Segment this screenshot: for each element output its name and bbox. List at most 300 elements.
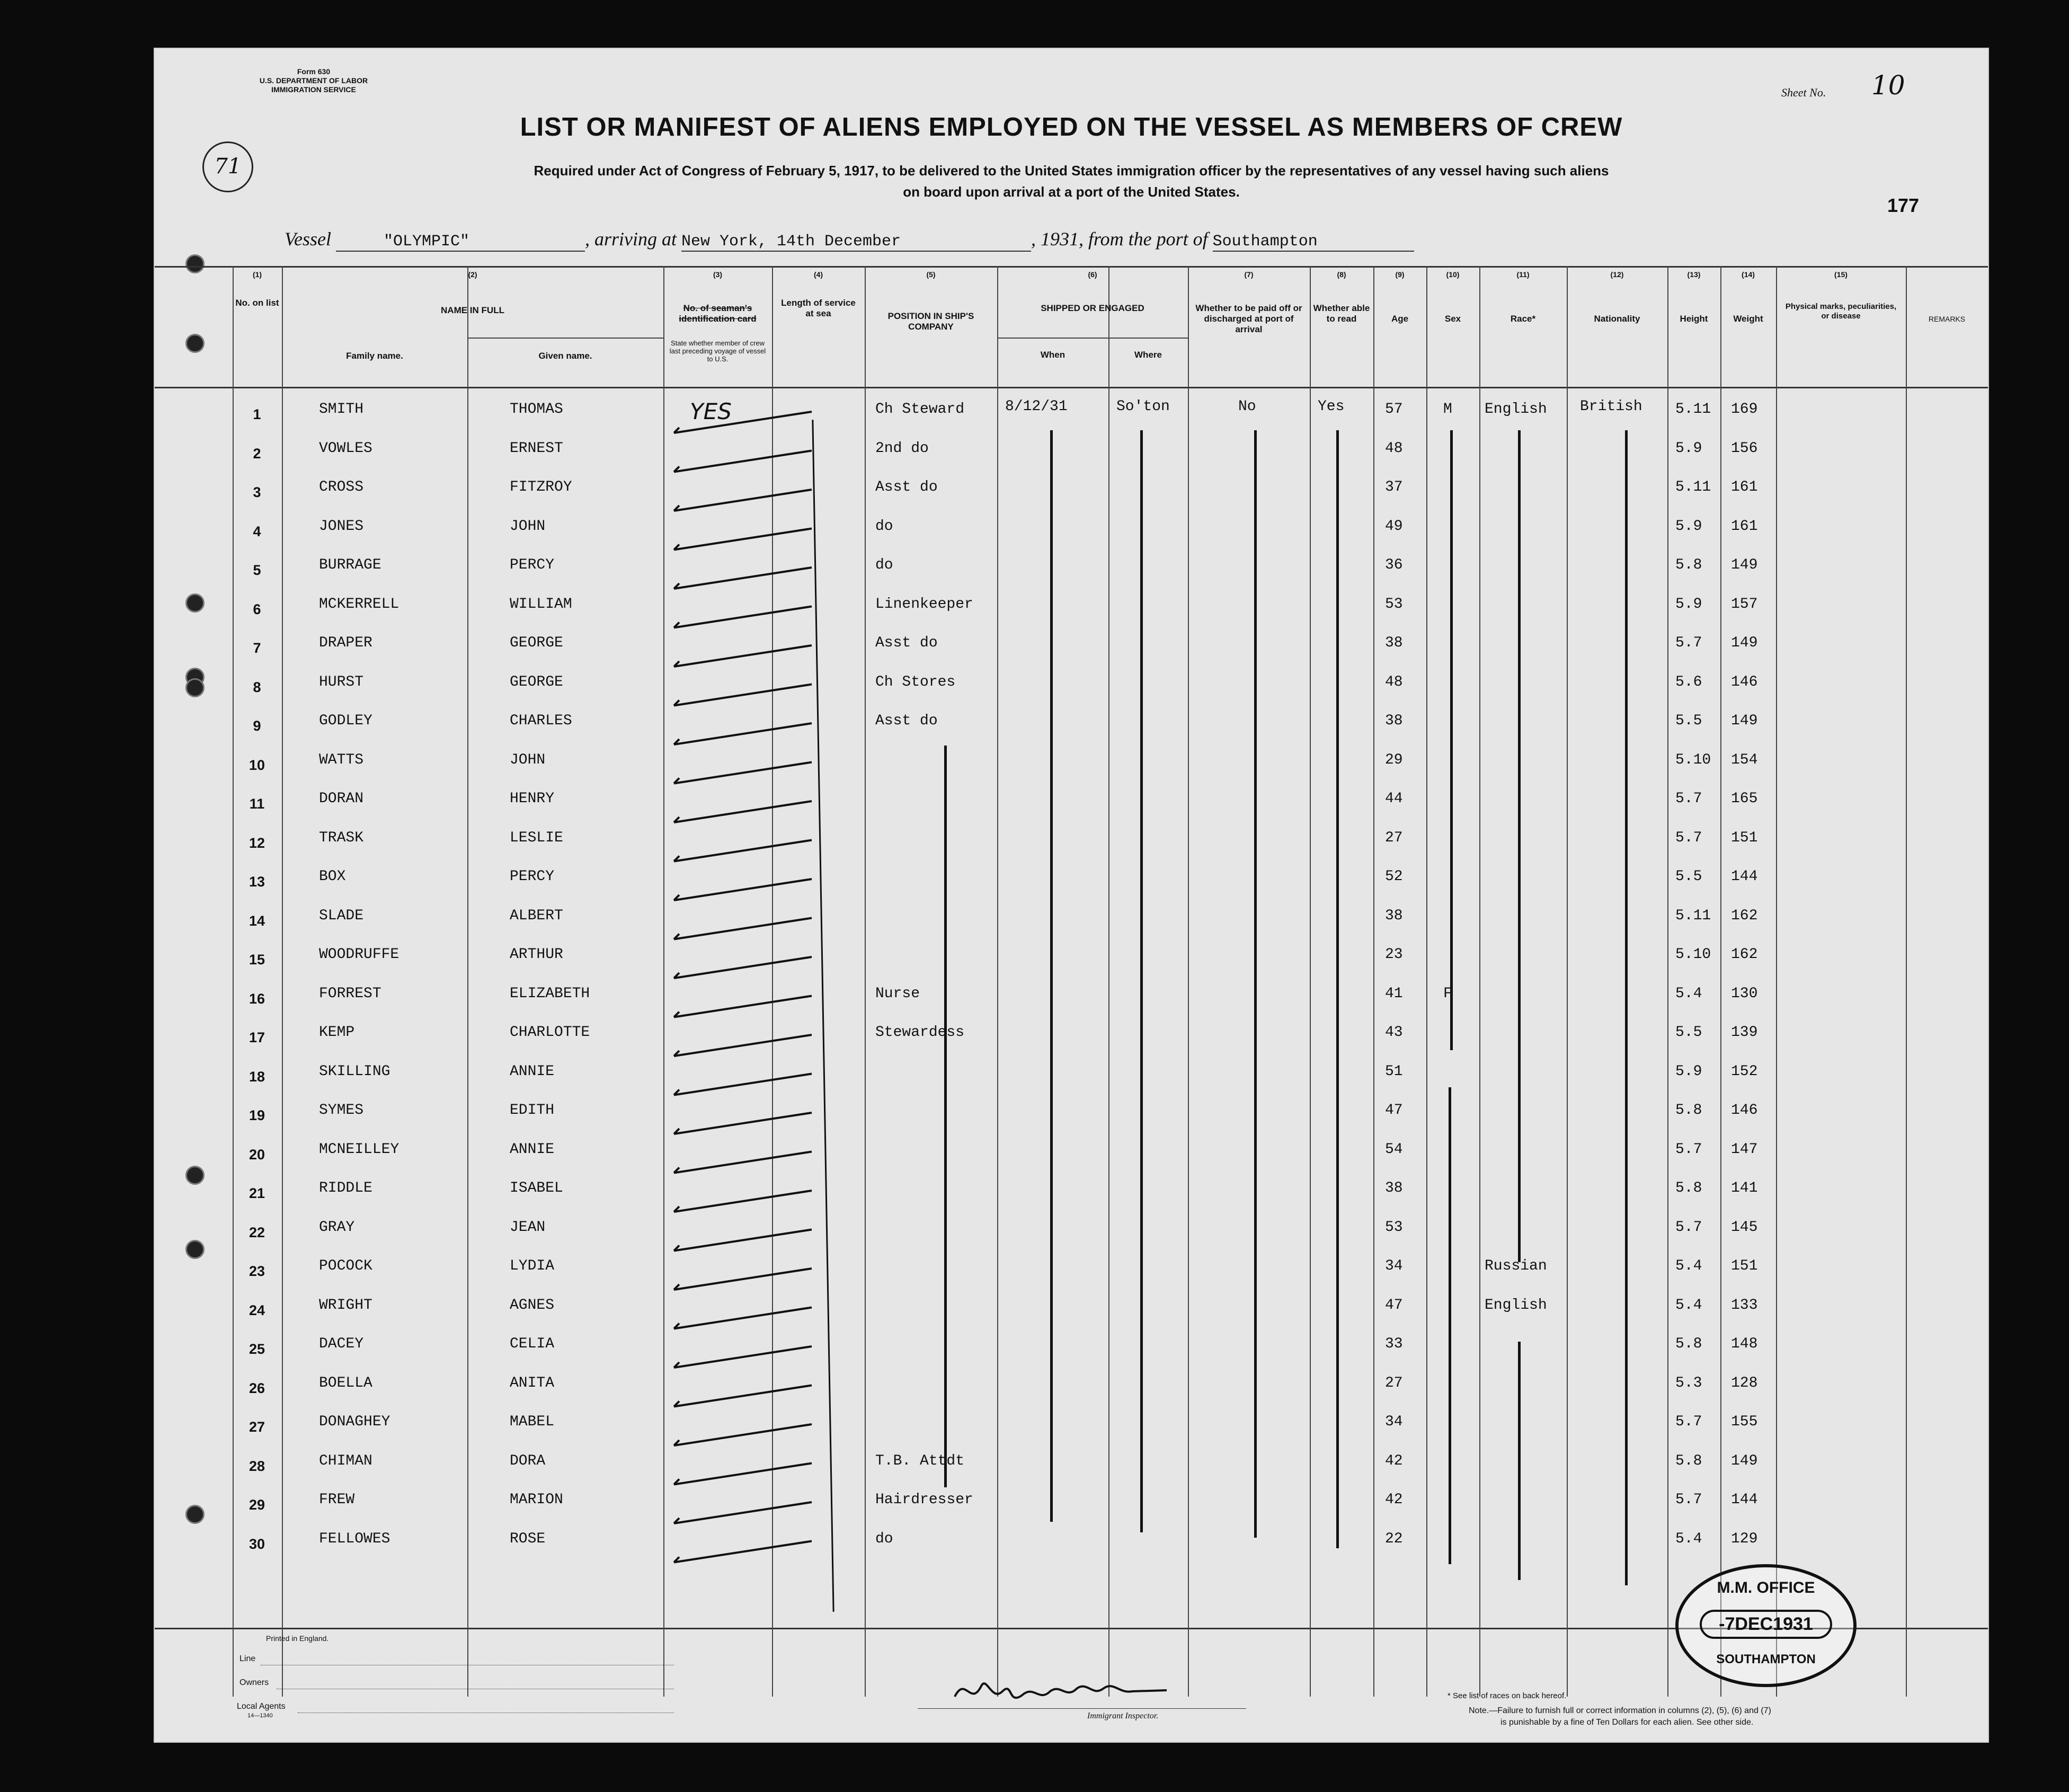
age-cell: 27 xyxy=(1385,1374,1403,1391)
subtitle-line-1: Required under Act of Congress of February 5, 1917, to be delivered to the United States immigration officer by the representatives of any vessel having such aliens xyxy=(534,163,1609,179)
check-mark xyxy=(674,1191,812,1212)
height-cell: 5.8 xyxy=(1675,1336,1702,1352)
column-rule xyxy=(1567,266,1568,1697)
header-length-of-service: Length of service at sea xyxy=(781,298,856,318)
weight-cell: 156 xyxy=(1731,440,1758,457)
row-number-cell: 17 xyxy=(248,1030,265,1045)
position-cell: T.B. Attdt xyxy=(875,1452,965,1469)
header-given-name: Given name. xyxy=(538,351,592,361)
column-rule xyxy=(467,266,468,1697)
form-header xyxy=(224,67,404,94)
ditto-line-nationality xyxy=(1625,430,1628,1585)
race-cell: English xyxy=(1485,1297,1547,1314)
height-cell: 5.4 xyxy=(1675,1297,1702,1314)
family-name-cell: RIDDLE xyxy=(319,1180,372,1196)
column-rule xyxy=(1108,338,1109,387)
check-mark xyxy=(674,529,812,550)
stamped-page-number: 177 xyxy=(1887,194,1920,216)
age-cell: 51 xyxy=(1385,1063,1403,1080)
given-name-cell: WILLIAM xyxy=(510,596,572,613)
family-name-cell: MCNEILLEY xyxy=(319,1141,399,1158)
family-name-cell: FELLOWES xyxy=(319,1530,390,1547)
stamp-location: SOUTHAMPTON xyxy=(1716,1652,1816,1666)
arrival-place-date: New York, 14th December xyxy=(681,233,901,251)
age-cell: 38 xyxy=(1385,1180,1403,1196)
row-number-cell: 27 xyxy=(248,1419,265,1435)
position-cell: Ch Steward xyxy=(875,401,965,418)
header-nationality: Nationality xyxy=(1594,314,1640,324)
weight-cell: 130 xyxy=(1731,985,1758,1002)
subtitle-line-2: on board upon arrival at a port of the United States. xyxy=(903,184,1240,200)
age-cell: 48 xyxy=(1385,673,1403,690)
check-mark xyxy=(674,996,812,1017)
office-date-stamp xyxy=(1675,1564,1857,1687)
family-name-cell: WRIGHT xyxy=(319,1297,372,1314)
column-number-1: (1) xyxy=(252,270,262,279)
height-cell: 5.11 xyxy=(1675,401,1711,418)
row-number-cell: 3 xyxy=(253,484,261,500)
header-family-name: Family name. xyxy=(346,351,403,361)
inspector-signature xyxy=(949,1665,1172,1713)
weight-cell: 148 xyxy=(1731,1336,1758,1352)
column-number-15: (15) xyxy=(1834,270,1848,279)
weight-cell: 157 xyxy=(1731,596,1758,613)
position-cell: 2nd do xyxy=(875,440,929,457)
row-number-cell: 16 xyxy=(248,990,265,1007)
family-name-cell: POCOCK xyxy=(319,1258,372,1274)
row-number-cell: 18 xyxy=(248,1068,265,1085)
height-cell: 5.9 xyxy=(1675,1063,1702,1080)
given-name-cell: ANITA xyxy=(510,1374,555,1391)
column-rule xyxy=(233,266,234,1697)
age-cell: 22 xyxy=(1385,1530,1403,1547)
stamp-office: M.M. OFFICE xyxy=(1717,1579,1815,1596)
column-number-8: (8) xyxy=(1337,270,1346,279)
height-cell: 5.11 xyxy=(1675,479,1711,495)
table-header-rule xyxy=(155,387,1988,388)
weight-cell: 141 xyxy=(1731,1180,1758,1196)
given-name-cell: GEORGE xyxy=(510,673,563,690)
family-name-cell: MCKERRELL xyxy=(319,596,399,613)
header-when: When xyxy=(1040,350,1065,360)
height-cell: 5.11 xyxy=(1675,907,1711,924)
column-number-5: (5) xyxy=(926,270,936,279)
check-mark xyxy=(674,412,812,433)
height-cell: 5.3 xyxy=(1675,1374,1702,1391)
sex-cell: F xyxy=(1443,985,1452,1002)
given-name-cell: ANNIE xyxy=(510,1141,555,1158)
column-rule xyxy=(282,266,283,1697)
row-number-cell: 8 xyxy=(253,679,261,695)
able-to-read-value: Yes xyxy=(1318,398,1345,415)
height-cell: 5.7 xyxy=(1675,1414,1702,1430)
height-cell: 5.7 xyxy=(1675,1219,1702,1236)
row-number-cell: 25 xyxy=(248,1341,265,1357)
weight-cell: 144 xyxy=(1731,1492,1758,1508)
weight-cell: 139 xyxy=(1731,1024,1758,1041)
position-cell: do xyxy=(875,518,893,535)
weight-cell: 149 xyxy=(1731,635,1758,651)
column-rule xyxy=(1426,266,1427,1697)
row-number-cell: 19 xyxy=(248,1107,265,1123)
check-mark xyxy=(674,1346,812,1368)
row-number-cell: 21 xyxy=(248,1185,265,1201)
position-cell: do xyxy=(875,1530,893,1547)
row-number-cell: 12 xyxy=(248,835,265,851)
check-mark xyxy=(674,490,812,511)
age-cell: 34 xyxy=(1385,1414,1403,1430)
height-cell: 5.4 xyxy=(1675,1258,1702,1274)
column-rule xyxy=(1906,266,1907,1697)
weight-cell: 161 xyxy=(1731,518,1758,535)
header-list-number: No. on list xyxy=(235,298,279,308)
given-name-cell: JOHN xyxy=(510,518,546,535)
column-number-13: (13) xyxy=(1687,270,1701,279)
penalty-note-1: Note.—Failure to furnish full or correct information in columns (2), (5), (6) and (7) xyxy=(1469,1706,1771,1715)
weight-cell: 149 xyxy=(1731,557,1758,573)
ditto-line-position xyxy=(944,746,947,1487)
column-rule xyxy=(1776,266,1777,1697)
header-physical-marks: Physical marks, peculiarities, or disease xyxy=(1785,302,1897,321)
position-cell: Ch Stores xyxy=(875,673,956,690)
check-mark xyxy=(674,1386,812,1407)
age-cell: 29 xyxy=(1385,751,1403,768)
row-number-cell: 26 xyxy=(248,1380,265,1396)
column-rule xyxy=(1720,266,1721,1697)
given-name-cell: MARION xyxy=(510,1492,563,1508)
weight-cell: 129 xyxy=(1731,1530,1758,1547)
family-name-cell: GRAY xyxy=(319,1219,355,1236)
height-cell: 5.5 xyxy=(1675,713,1702,729)
age-cell: 36 xyxy=(1385,557,1403,573)
age-cell: 23 xyxy=(1385,946,1403,963)
ditto-line-race-2 xyxy=(1518,1342,1521,1580)
subheader-rule xyxy=(997,338,1188,339)
column-number-2: (2) xyxy=(468,270,477,279)
weight-cell: 146 xyxy=(1731,1102,1758,1119)
year-value: , 1931 xyxy=(1031,228,1079,250)
age-cell: 53 xyxy=(1385,1219,1403,1236)
column-rule xyxy=(1108,266,1109,1697)
header-name-in-full: NAME IN FULL xyxy=(441,305,504,315)
agents-label: Local Agents xyxy=(237,1702,286,1711)
position-cell: Hairdresser xyxy=(875,1492,973,1508)
column-number-11: (11) xyxy=(1516,270,1530,279)
height-cell: 5.7 xyxy=(1675,1141,1702,1158)
age-cell: 34 xyxy=(1385,1258,1403,1274)
inspector-label: Immigrant Inspector. xyxy=(1087,1711,1159,1720)
age-cell: 49 xyxy=(1385,518,1403,535)
weight-cell: 145 xyxy=(1731,1219,1758,1236)
given-name-cell: THOMAS xyxy=(510,401,563,418)
shipped-where: So'ton xyxy=(1116,398,1170,415)
ditto-line-read xyxy=(1336,430,1339,1548)
header-race: Race* xyxy=(1510,314,1536,324)
row-number-cell: 7 xyxy=(253,640,261,656)
binder-hole xyxy=(185,593,205,613)
column-rule xyxy=(1667,266,1668,1697)
row-number-cell: 22 xyxy=(248,1224,265,1240)
given-name-cell: ROSE xyxy=(510,1530,546,1547)
position-cell: do xyxy=(875,557,893,573)
race-cell: English xyxy=(1485,401,1547,418)
weight-cell: 144 xyxy=(1731,868,1758,885)
age-cell: 54 xyxy=(1385,1141,1403,1158)
position-cell: Asst do xyxy=(875,635,938,651)
ditto-line-when xyxy=(1050,430,1053,1522)
departure-port: Southampton xyxy=(1212,233,1318,251)
column-rule xyxy=(1479,266,1480,1697)
column-rule xyxy=(1188,266,1189,1697)
header-height: Height xyxy=(1680,314,1708,324)
age-cell: 38 xyxy=(1385,713,1403,729)
age-cell: 42 xyxy=(1385,1452,1403,1469)
column-number-14: (14) xyxy=(1742,270,1755,279)
check-mark xyxy=(674,879,812,900)
row-number-cell: 9 xyxy=(253,718,261,734)
check-mark xyxy=(674,801,812,822)
row-number-cell: 5 xyxy=(253,562,261,578)
weight-cell: 161 xyxy=(1731,479,1758,495)
check-mark xyxy=(674,1424,812,1445)
height-cell: 5.9 xyxy=(1675,518,1702,535)
header-weight: Weight xyxy=(1733,314,1763,324)
age-cell: 37 xyxy=(1385,479,1403,495)
check-mark xyxy=(674,1113,812,1134)
header-remarks: REMARKS xyxy=(1928,315,1966,323)
handwritten-check-marks xyxy=(663,388,875,1622)
given-name-cell: CHARLOTTE xyxy=(510,1024,590,1041)
family-name-cell: GODLEY xyxy=(319,713,372,729)
weight-cell: 146 xyxy=(1731,673,1758,690)
weight-cell: 151 xyxy=(1731,1258,1758,1274)
age-cell: 42 xyxy=(1385,1492,1403,1508)
given-name-cell: ANNIE xyxy=(510,1063,555,1080)
check-mark xyxy=(674,1463,812,1485)
check-mark xyxy=(674,840,812,862)
age-cell: 27 xyxy=(1385,829,1403,846)
printed-note: Printed in England. xyxy=(266,1634,329,1643)
family-name-cell: TRASK xyxy=(319,829,364,846)
check-mark xyxy=(674,451,812,472)
position-cell: Asst do xyxy=(875,479,938,495)
family-name-cell: FORREST xyxy=(319,985,381,1002)
row-number-cell: 13 xyxy=(248,874,265,890)
age-cell: 57 xyxy=(1385,401,1403,418)
sheet-number-value: 10 xyxy=(1871,70,1905,101)
weight-cell: 152 xyxy=(1731,1063,1758,1080)
header-age: Age xyxy=(1391,314,1409,324)
height-cell: 5.8 xyxy=(1675,1452,1702,1469)
penalty-note-2: is punishable by a fine of Ten Dollars for each alien. See other side. xyxy=(1500,1718,1754,1727)
family-name-cell: DONAGHEY xyxy=(319,1414,390,1430)
table-top-rule xyxy=(155,266,1988,268)
family-name-cell: WATTS xyxy=(319,751,364,768)
age-cell: 38 xyxy=(1385,907,1403,924)
age-cell: 47 xyxy=(1385,1102,1403,1119)
check-mark xyxy=(674,762,812,784)
height-cell: 5.5 xyxy=(1675,1024,1702,1041)
given-name-cell: ERNEST xyxy=(510,440,563,457)
header-member-last-voyage: State whether member of crew last preceding voyage of vessel to U.S. xyxy=(669,339,766,363)
family-name-cell: BOELLA xyxy=(319,1374,372,1391)
row-number-cell: 24 xyxy=(248,1302,265,1318)
height-cell: 5.4 xyxy=(1675,985,1702,1002)
age-cell: 52 xyxy=(1385,868,1403,885)
weight-cell: 154 xyxy=(1731,751,1758,768)
binder-hole xyxy=(185,678,205,697)
given-name-cell: JEAN xyxy=(510,1219,546,1236)
row-number-cell: 30 xyxy=(248,1536,265,1552)
weight-cell: 169 xyxy=(1731,401,1758,418)
check-mark xyxy=(674,567,812,589)
height-cell: 5.10 xyxy=(1675,751,1711,768)
binder-hole xyxy=(185,1505,205,1524)
position-cell: Asst do xyxy=(875,713,938,729)
given-name-cell: ELIZABETH xyxy=(510,985,590,1002)
row-number-cell: 23 xyxy=(248,1263,265,1279)
ditto-line-sex-female xyxy=(1449,1087,1451,1564)
family-name-cell: SYMES xyxy=(319,1102,364,1119)
given-name-cell: CHARLES xyxy=(510,713,572,729)
height-cell: 5.4 xyxy=(1675,1530,1702,1547)
age-cell: 41 xyxy=(1385,985,1403,1002)
races-note: * See list of races on back hereof. xyxy=(1448,1691,1567,1700)
header-shipped-engaged: SHIPPED OR ENGAGED xyxy=(1041,303,1144,313)
row-number-cell: 6 xyxy=(253,601,261,617)
family-name-cell: HURST xyxy=(319,673,364,690)
vessel-line xyxy=(285,228,1414,252)
family-name-cell: CHIMAN xyxy=(319,1452,372,1469)
height-cell: 5.9 xyxy=(1675,440,1702,457)
family-name-cell: FREW xyxy=(319,1492,355,1508)
check-mark xyxy=(674,1074,812,1095)
family-name-cell: CROSS xyxy=(319,479,364,495)
row-number-cell: 29 xyxy=(248,1497,265,1513)
service-name: IMMIGRATION SERVICE xyxy=(271,85,356,94)
binder-hole xyxy=(185,254,205,273)
binder-hole xyxy=(185,1166,205,1185)
age-cell: 53 xyxy=(1385,596,1403,613)
family-name-cell: VOWLES xyxy=(319,440,372,457)
vessel-label: Vessel xyxy=(285,228,331,250)
family-name-cell: WOODRUFFE xyxy=(319,946,399,963)
check-mark xyxy=(674,685,812,706)
age-cell: 43 xyxy=(1385,1024,1403,1041)
given-name-cell: LYDIA xyxy=(510,1258,555,1274)
age-cell: 38 xyxy=(1385,635,1403,651)
check-mark xyxy=(674,1541,812,1563)
document-title: LIST OR MANIFEST OF ALIENS EMPLOYED ON THE VESSEL AS MEMBERS OF CREW xyxy=(520,113,1623,141)
position-cell: Stewardess xyxy=(875,1024,965,1041)
row-number-cell: 10 xyxy=(248,757,265,773)
agents-code: 14—1340 xyxy=(247,1713,273,1719)
age-cell: 33 xyxy=(1385,1336,1403,1352)
age-cell: 44 xyxy=(1385,791,1403,807)
given-name-cell: ARTHUR xyxy=(510,946,563,963)
row-number-cell: 15 xyxy=(248,952,265,968)
form-number: Form 630 xyxy=(297,67,331,76)
given-name-cell: ISABEL xyxy=(510,1180,563,1196)
height-cell: 5.8 xyxy=(1675,1102,1702,1119)
weight-cell: 162 xyxy=(1731,946,1758,963)
given-name-cell: JOHN xyxy=(510,751,546,768)
row-number-cell: 11 xyxy=(249,796,265,812)
check-mark xyxy=(674,607,812,628)
family-name-cell: DACEY xyxy=(319,1336,364,1352)
family-name-cell: SKILLING xyxy=(319,1063,390,1080)
row-number-cell: 1 xyxy=(253,406,261,422)
sheet-number-label: Sheet No. xyxy=(1781,86,1826,99)
family-name-cell: DRAPER xyxy=(319,635,372,651)
height-cell: 5.8 xyxy=(1675,557,1702,573)
row-number-cell: 28 xyxy=(248,1458,265,1474)
column-number-10: (10) xyxy=(1446,270,1460,279)
column-number-12: (12) xyxy=(1610,270,1624,279)
line-label: Line xyxy=(239,1654,256,1663)
department-name: U.S. DEPARTMENT OF LABOR xyxy=(259,76,368,85)
given-name-cell: PERCY xyxy=(510,868,555,885)
given-name-cell: GEORGE xyxy=(510,635,563,651)
ditto-line-paid-off xyxy=(1254,430,1257,1538)
height-cell: 5.7 xyxy=(1675,635,1702,651)
header-where: Where xyxy=(1134,350,1162,360)
header-sex: Sex xyxy=(1444,314,1461,324)
height-cell: 5.6 xyxy=(1675,673,1702,690)
weight-cell: 151 xyxy=(1731,829,1758,846)
given-name-cell: EDITH xyxy=(510,1102,555,1119)
column-number-3: (3) xyxy=(713,270,723,279)
check-mark xyxy=(674,1230,812,1251)
height-cell: 5.9 xyxy=(1675,596,1702,613)
age-cell: 48 xyxy=(1385,440,1403,457)
given-name-cell: FITZROY xyxy=(510,479,572,495)
given-name-cell: MABEL xyxy=(510,1414,555,1430)
weight-cell: 133 xyxy=(1731,1297,1758,1314)
binder-hole xyxy=(185,1240,205,1259)
given-name-cell: PERCY xyxy=(510,557,555,573)
arriving-label: , arriving at xyxy=(584,228,677,250)
check-mark xyxy=(674,1502,812,1523)
weight-cell: 165 xyxy=(1731,791,1758,807)
header-position: POSITION IN SHIP'S COMPANY xyxy=(887,311,974,332)
height-cell: 5.5 xyxy=(1675,868,1702,885)
check-mark xyxy=(674,723,812,744)
header-able-to-read: Whether able to read xyxy=(1313,303,1370,324)
inspector-line xyxy=(918,1708,1246,1709)
row-number-cell: 14 xyxy=(248,912,265,929)
height-cell: 5.7 xyxy=(1675,791,1702,807)
subheader-rule xyxy=(467,338,663,339)
given-name-cell: LESLIE xyxy=(510,829,563,846)
from-port-label: , from the port of xyxy=(1079,228,1208,250)
column-rule xyxy=(1373,266,1374,1697)
weight-cell: 147 xyxy=(1731,1141,1758,1158)
handwritten-yes: YES xyxy=(690,398,732,424)
ditto-line-race xyxy=(1518,430,1521,1262)
weight-cell: 128 xyxy=(1731,1374,1758,1391)
family-name-cell: BURRAGE xyxy=(319,557,381,573)
stamp-date: -7DEC1931 xyxy=(1700,1610,1832,1639)
column-number-6: (6) xyxy=(1088,270,1097,279)
ditto-line-where xyxy=(1140,430,1143,1532)
row-number-cell: 2 xyxy=(253,445,261,462)
row-number-cell: 20 xyxy=(248,1146,265,1163)
check-mark xyxy=(674,1152,812,1173)
column-number-7: (7) xyxy=(1244,270,1254,279)
family-name-cell: BOX xyxy=(319,868,346,885)
position-cell: Nurse xyxy=(875,985,920,1002)
